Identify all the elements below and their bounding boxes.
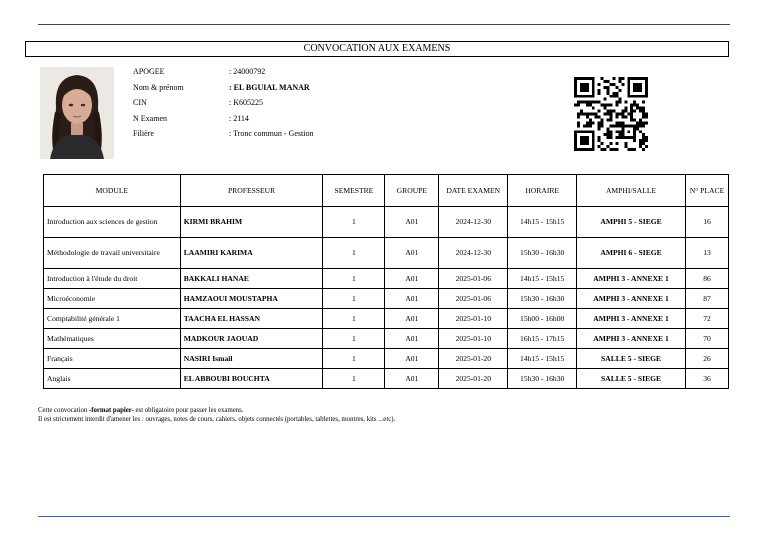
cell-groupe: A01 — [385, 309, 439, 329]
cell-date: 2025-01-10 — [439, 309, 508, 329]
cell-horaire: 15h30 - 16h30 — [508, 289, 577, 309]
cell-place: 13 — [685, 238, 728, 269]
exam-table — [43, 174, 729, 389]
cell-place: 36 — [685, 369, 728, 389]
cell-place: 87 — [685, 289, 728, 309]
cell-salle: AMPHI 3 - ANNEXE 1 — [577, 289, 686, 309]
table-row — [44, 238, 729, 269]
cell-module: Introduction à l'étude du droit — [44, 269, 181, 289]
cell-semestre: 1 — [323, 349, 385, 369]
table-row — [44, 369, 729, 389]
cell-module: Introduction aux sciences de gestion — [44, 207, 181, 238]
cell-module: Comptabilité générale 1 — [44, 309, 181, 329]
cell-date: 2025-01-20 — [439, 349, 508, 369]
cell-date: 2025-01-10 — [439, 329, 508, 349]
info-value: : K605225 — [229, 98, 263, 107]
note-text: est obligatoire pour passer les examens. — [133, 407, 244, 414]
cell-groupe: A01 — [385, 269, 439, 289]
cell-horaire: 15h30 - 16h30 — [508, 238, 577, 269]
table-row — [44, 269, 729, 289]
cell-groupe: A01 — [385, 369, 439, 389]
table-header-row — [44, 175, 729, 207]
info-label: Filière — [133, 129, 154, 138]
cell-semestre: 1 — [323, 207, 385, 238]
table-row — [44, 207, 729, 238]
cell-semestre: 1 — [323, 238, 385, 269]
cell-horaire: 15h30 - 16h30 — [508, 369, 577, 389]
cell-module: Anglais — [44, 369, 181, 389]
cell-module: Mathématiques — [44, 329, 181, 349]
cell-salle: AMPHI 3 - ANNEXE 1 — [577, 269, 686, 289]
column-header-date: DATE EXAMEN — [439, 175, 508, 207]
table-row — [44, 289, 729, 309]
cell-semestre: 1 — [323, 289, 385, 309]
cell-horaire: 14h15 - 15h15 — [508, 207, 577, 238]
cell-place: 70 — [685, 329, 728, 349]
column-header-horaire: HORAIRE — [508, 175, 577, 207]
cell-semestre: 1 — [323, 269, 385, 289]
cell-place: 16 — [685, 207, 728, 238]
info-value: : 2114 — [229, 113, 249, 123]
note-line-2: Il est strictement interdit d'amener les : ouvrages, notes de cours, cahiers, objets connectés (portables, tablettes, montres, kits ...etc). — [38, 416, 396, 423]
note-line-1 — [38, 406, 395, 415]
cell-horaire: 16h15 - 17h15 — [508, 329, 577, 349]
info-value: : Tronc commun - Gestion — [229, 129, 314, 138]
note-emphasis: -format papier- — [88, 407, 134, 414]
cell-professeur: BAKKALI HANAE — [180, 269, 323, 289]
cell-date: 2025-01-20 — [439, 369, 508, 389]
cell-salle: SALLE 5 - SIEGE — [577, 369, 686, 389]
cell-professeur: MADKOUR JAOUAD — [180, 329, 323, 349]
table-row — [44, 309, 729, 329]
cell-module: Microéconomie — [44, 289, 181, 309]
cell-date: 2024-12-30 — [439, 238, 508, 269]
cell-date: 2025-01-06 — [439, 269, 508, 289]
column-header-place: N° PLACE — [685, 175, 728, 207]
column-header-professeur: PROFESSEUR — [180, 175, 323, 207]
cell-salle: AMPHI 3 - ANNEXE 1 — [577, 309, 686, 329]
cell-date: 2024-12-30 — [439, 207, 508, 238]
info-label: CIN — [133, 98, 147, 107]
cell-professeur: NASIRI Ismail — [180, 349, 323, 369]
cell-place: 86 — [685, 269, 728, 289]
cell-groupe: A01 — [385, 289, 439, 309]
cell-groupe: A01 — [385, 207, 439, 238]
table-row — [44, 349, 729, 369]
cell-salle: AMPHI 3 - ANNEXE 1 — [577, 329, 686, 349]
info-value: : EL BGUIAL MANAR — [229, 82, 310, 92]
note-text: Cette convocation — [38, 407, 89, 414]
column-header-semestre: SEMESTRE — [323, 175, 385, 207]
cell-semestre: 1 — [323, 329, 385, 349]
cell-semestre: 1 — [323, 309, 385, 329]
cell-salle: SALLE 5 - SIEGE — [577, 349, 686, 369]
cell-professeur: HAMZAOUI MOUSTAPHA — [180, 289, 323, 309]
cell-date: 2025-01-06 — [439, 289, 508, 309]
cell-professeur: KIRMI BRAHIM — [180, 207, 323, 238]
student-photo — [40, 67, 114, 159]
info-label: N Examen — [133, 113, 167, 123]
cell-horaire: 14h15 - 15h15 — [508, 349, 577, 369]
cell-horaire: 14h15 - 15h15 — [508, 269, 577, 289]
column-header-salle: AMPHI/SALLE — [577, 175, 686, 207]
cell-module: Français — [44, 349, 181, 369]
info-value: : 24000792 — [229, 67, 266, 76]
cell-professeur: EL ABBOUBI BOUCHTA — [180, 369, 323, 389]
cell-groupe: A01 — [385, 238, 439, 269]
info-label: APOGEE — [133, 67, 165, 76]
cell-groupe: A01 — [385, 329, 439, 349]
exam-notes — [38, 406, 395, 424]
cell-groupe: A01 — [385, 349, 439, 369]
cell-module: Méthodologie de travail universitaire — [44, 238, 181, 269]
cell-semestre: 1 — [323, 369, 385, 389]
info-label: Nom & prénom — [133, 82, 184, 92]
column-header-groupe: GROUPE — [385, 175, 439, 207]
qr-code-icon — [574, 77, 648, 151]
cell-salle: AMPHI 6 - SIEGE — [577, 238, 686, 269]
bottom-rule — [38, 516, 730, 517]
cell-professeur: TAACHA EL HASSAN — [180, 309, 323, 329]
column-header-module: MODULE — [44, 175, 181, 207]
cell-salle: AMPHI 5 - SIEGE — [577, 207, 686, 238]
cell-horaire: 15h00 - 16h00 — [508, 309, 577, 329]
cell-place: 72 — [685, 309, 728, 329]
table-row — [44, 329, 729, 349]
top-rule — [38, 24, 730, 25]
cell-place: 26 — [685, 349, 728, 369]
cell-professeur: LAAMIRI KARIMA — [180, 238, 323, 269]
document-title: CONVOCATION AUX EXAMENS — [25, 41, 729, 57]
